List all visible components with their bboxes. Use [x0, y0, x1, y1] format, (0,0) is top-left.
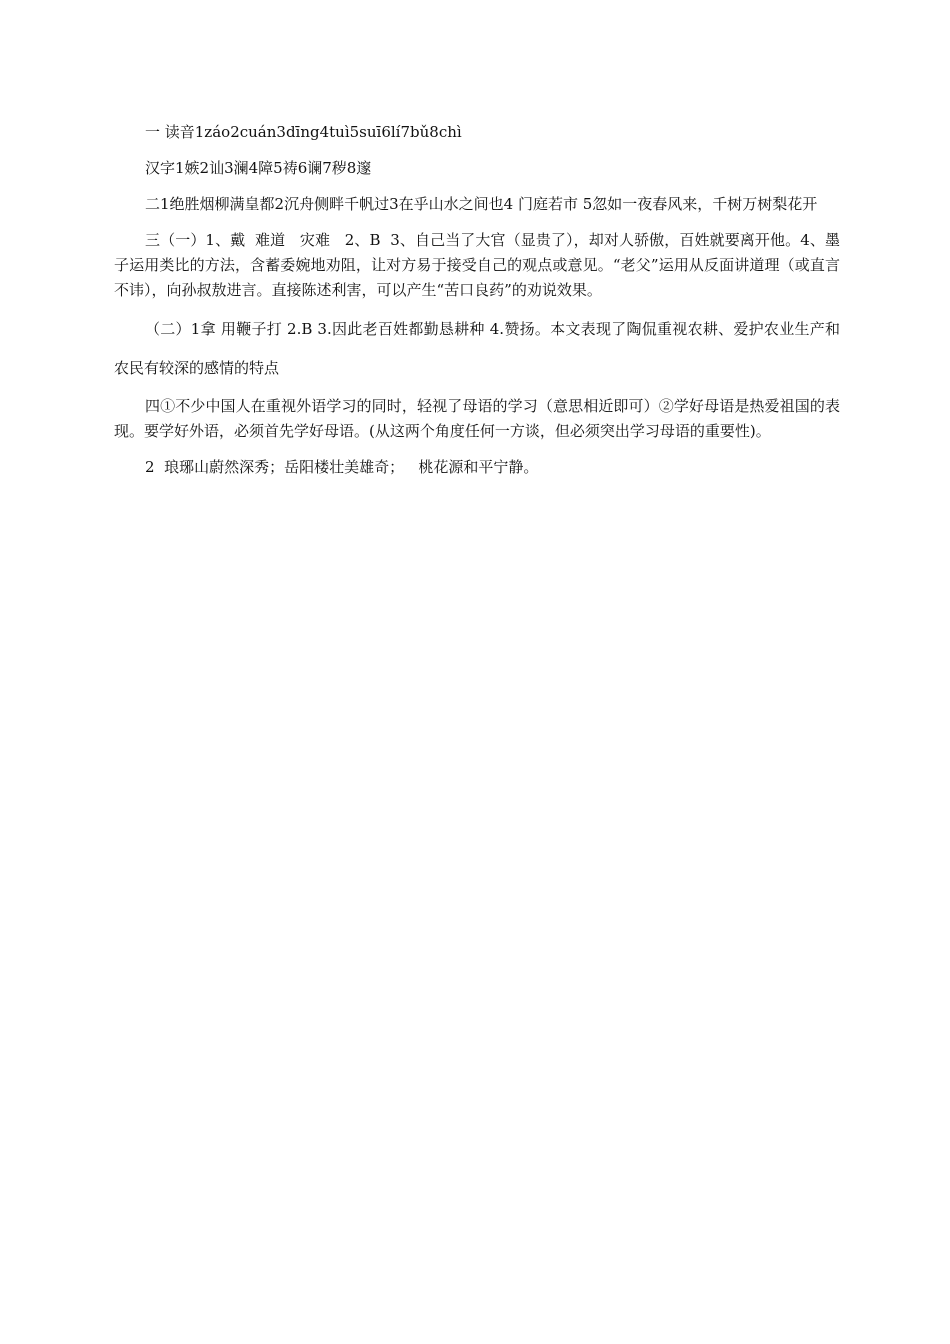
document-page: [114, 120, 840, 491]
answer-section-two: 二1绝胜烟柳满皇都2沉舟侧畔千帆过3在乎山水之间也4 门庭若市 5忽如一夜春风来，千树万树梨花开: [145, 195, 818, 213]
answer-section-four-item-two: 2 琅琊山蔚然深秀；岳阳楼壮美雄奇； 桃花源和平宁静。: [145, 458, 539, 476]
answer-section-three-part-one: 三（一）1、戴 难道 灾难 2、B 3、自己当了大官（显贵了），却对人骄傲，百姓就要离开他。4、墨子运用类比的方法，含蓄委婉地劝阻，让对方易于接受自己的观点或意见。“老父”运用从反面讲道理（或直言不讳），向孙叔敖进言。直接陈述利害，可以产生“苦口良药”的劝说效果。: [114, 231, 840, 299]
answer-section-four: 四①不少中国人在重视外语学习的同时，轻视了母语的学习（意思相近即可）②学好母语是热爱祖国的表现。要学好外语，必须首先学好母语。(从这两个角度任何一方谈，但必须突出学习母语的重要性)。: [114, 397, 840, 440]
answer-section-three-part-two: （二）1拿 用鞭子打 2.B 3.因此老百姓都勤恳耕种 4.赞扬。本文表现了陶侃重视农耕、爱护农业生产和农民有较深的感情的特点: [114, 320, 840, 377]
answer-pronunciation: 一 读音1záo2cuán3dīng4tuì5suī6lí7bǔ8chì: [145, 123, 462, 141]
answer-characters: 汉字1嫉2讪3澜4障5祷6谰7秽8邃: [145, 159, 372, 177]
